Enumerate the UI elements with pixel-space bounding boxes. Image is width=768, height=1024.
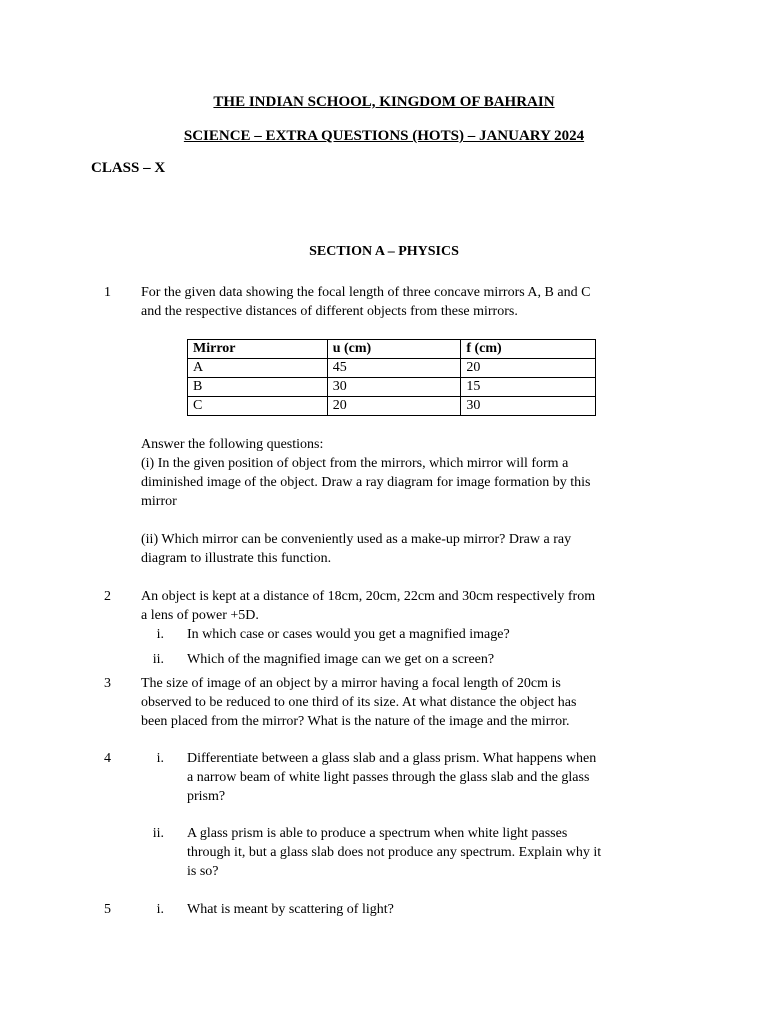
roman-numeral: ii. xyxy=(152,826,164,841)
table-row xyxy=(188,378,596,397)
class-label: CLASS – X xyxy=(91,160,166,176)
question-1-part-i: (i) In the given position of object from the mirrors, which mirror will form a diminished image of the object. Draw a ray diagram for image formation by this mirror xyxy=(141,456,591,509)
question-4-sub-i: Differentiate between a glass slab and a glass prism. What happens when a narrow beam of white light passes through the glass slab and the glass prism? xyxy=(187,751,597,804)
question-1-intro: Answer the following questions: xyxy=(141,437,324,452)
roman-numeral: i. xyxy=(156,902,164,917)
question-2-sub-ii: Which of the magnified image can we get on a screen? xyxy=(187,652,495,667)
table-header-cell: f (cm) xyxy=(461,340,596,359)
question-1-text: For the given data showing the focal length of three concave mirrors A, B and C and the respective distances of different objects from these mirrors. xyxy=(141,285,591,319)
exam-title-heading: SCIENCE – EXTRA QUESTIONS (HOTS) – JANUARY 2024 xyxy=(183,128,585,144)
table-cell: 20 xyxy=(461,359,596,378)
roman-numeral: ii. xyxy=(152,652,164,667)
table-cell: 15 xyxy=(461,378,596,397)
school-name-heading: THE INDIAN SCHOOL, KINGDOM OF BAHRAIN xyxy=(213,94,555,110)
question-4-sub-ii: A glass prism is able to produce a spectrum when white light passes through it, but a glass slab does not produce any spectrum. Explain why it is so? xyxy=(187,826,602,879)
table-row xyxy=(188,397,596,416)
table-cell: 45 xyxy=(327,359,461,378)
question-3-text: The size of image of an object by a mirror having a focal length of 20cm is observed to be reduced to one third of its size. At what distance the object has been placed from the mirror? What is the nature of the image and the mirror. xyxy=(141,676,577,729)
question-2-sub-i: In which case or cases would you get a magnified image? xyxy=(187,627,510,642)
table-row xyxy=(188,359,596,378)
table-header-cell: u (cm) xyxy=(327,340,461,359)
roman-numeral: i. xyxy=(156,627,164,642)
question-2-text: An object is kept at a distance of 18cm, 20cm, 22cm and 30cm respectively from a lens of power +5D. xyxy=(141,589,596,623)
table-cell: 20 xyxy=(327,397,461,416)
question-number-3: 3 xyxy=(104,676,111,691)
table-cell: A xyxy=(188,359,328,378)
mirror-data-table xyxy=(187,339,596,416)
question-number-1: 1 xyxy=(104,285,111,300)
table-cell: 30 xyxy=(327,378,461,397)
question-1-part-ii: (ii) Which mirror can be conveniently used as a make-up mirror? Draw a ray diagram to illustrate this function. xyxy=(141,532,572,566)
table-cell: 30 xyxy=(461,397,596,416)
question-number-5: 5 xyxy=(104,902,111,917)
question-5-sub-i: What is meant by scattering of light? xyxy=(187,902,394,917)
table-header-row xyxy=(188,340,596,359)
table-header-cell: Mirror xyxy=(188,340,328,359)
section-title: SECTION A – PHYSICS xyxy=(309,244,459,259)
question-number-4: 4 xyxy=(104,751,111,766)
table-cell: B xyxy=(188,378,328,397)
question-number-2: 2 xyxy=(104,589,111,604)
roman-numeral: i. xyxy=(156,751,164,766)
table-cell: C xyxy=(188,397,328,416)
